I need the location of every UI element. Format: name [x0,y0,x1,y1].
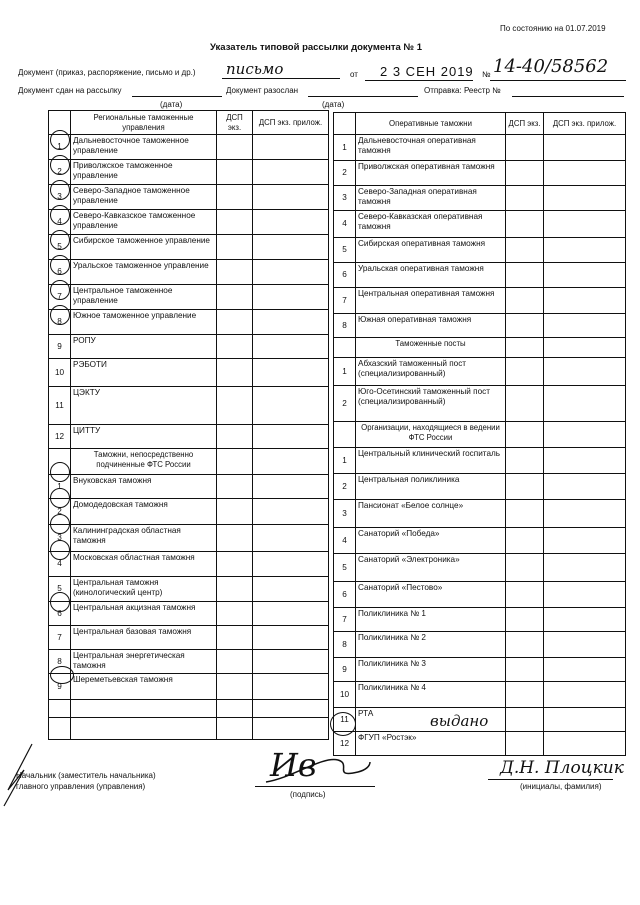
table-row: Санаторий «Пестово» [356,582,506,608]
col-header-dsp-attach: ДСП экз. прилож. [544,113,626,135]
section-header-posts: Таможенные посты [356,338,506,358]
table-row: Абхазский таможенный пост (специализированный) [356,358,506,386]
registry-line [512,96,624,97]
table-row: Южная оперативная таможня [356,314,506,338]
selection-circle [50,305,70,325]
selection-circle [50,205,70,225]
chief-label-1: Начальник (заместитель начальника) [16,771,156,780]
row-number: 7 [49,285,71,310]
selection-circle [50,155,70,175]
table-row: Поликлиника № 4 [356,682,506,708]
row-number: 4 [334,211,356,238]
status-date: По состоянию на 01.07.2019 [500,24,606,33]
signature-caption: (подпись) [290,790,326,799]
table-row: Пансионат «Белое солнце» [356,500,506,528]
row-number: 1 [334,448,356,474]
page-title: Указатель типовой рассылки документа № 1 [210,42,422,53]
row-number: 6 [49,602,71,626]
row-number: 7 [334,608,356,632]
table-row: РЭБОТИ [71,359,217,387]
selection-circle [330,712,356,736]
selection-circle [50,230,70,250]
selection-circle [50,462,70,482]
col-header-dsp-attach: ДСП экз. прилож. [253,111,329,135]
selection-circle [50,180,70,200]
row-number: 5 [334,554,356,582]
row-number: 3 [49,185,71,210]
table-row: Санаторий «Электроника» [356,554,506,582]
table-row: Дальневосточное таможенное управление [71,135,217,160]
row-number: 2 [334,386,356,422]
table-row: Домодедовская таможня [71,499,217,525]
row-number: 5 [49,577,71,602]
row-number: 5 [49,235,71,260]
table-row: Северо-Западная оперативная таможня [356,186,506,211]
selection-circle [50,540,70,560]
row-number: 2 [49,499,71,525]
row-number: 8 [49,650,71,674]
chief-label-2: главного управления (управления) [16,782,146,791]
table-row: Уральское таможенное управление [71,260,217,285]
row-number: 10 [334,682,356,708]
row-number: 6 [49,260,71,285]
table-row: Северо-Западное таможенное управление [71,185,217,210]
table-row: Калининградская областная таможня [71,525,217,552]
section-header-direct-customs: Таможни, непосредственно подчиненные ФТС России [71,449,217,475]
table-row: Поликлиника № 2 [356,632,506,658]
table-row: Сибирское таможенное управление [71,235,217,260]
doc-date-stamp: 2 3 СЕН 2019 [380,64,474,79]
row-number: 2 [334,161,356,186]
sent-line [308,96,418,97]
row-number: 6 [334,263,356,288]
table-row: Центральная оперативная таможня [356,288,506,314]
selection-circle [50,130,70,150]
table-row: Юго-Осетинский таможенный пост (специализированный) [356,386,506,422]
row-number: 6 [334,582,356,608]
row-number: 7 [334,288,356,314]
row-number: 8 [334,632,356,658]
col-header-operational: Оперативные таможни [356,113,506,135]
dispatch-label: Документ сдан на рассылку [18,86,122,95]
row-number: 12 [49,425,71,449]
signature: Ив [270,746,317,784]
selection-circle [50,592,70,612]
row-number: 5 [334,238,356,263]
doc-number-underline [490,80,626,81]
row-number: 4 [49,552,71,577]
doc-date-underline [365,80,473,81]
table-row: Сибирская оперативная таможня [356,238,506,263]
col-header-regional: Региональные таможенные управления [71,111,217,135]
doc-type-label: Документ (приказ, распоряжение, письмо и др.) [18,68,196,77]
table-row: Центральный клинический госпиталь [356,448,506,474]
signature-stroke [262,748,372,788]
row-number: 9 [334,658,356,682]
table-row: ЦЭКТУ [71,387,217,425]
table-row: Московская областная таможня [71,552,217,577]
sent-label: Документ разослан [226,86,299,95]
row-number: 1 [334,358,356,386]
row-number: 1 [334,135,356,161]
table-row: Шереметьевская таможня [71,674,217,700]
row-number: 4 [49,210,71,235]
table-row: Северо-Кавказская оперативная таможня [356,211,506,238]
table-row: Приволжская оперативная таможня [356,161,506,186]
doc-number-label: № [482,70,491,79]
signer-name-handwritten: Д.Н. Плоцкик [500,758,624,778]
row-number: 8 [334,314,356,338]
date-hint-2: (дата) [322,100,345,109]
selection-circle [50,255,70,275]
from-label: от [350,70,358,79]
table-row: Приволжское таможенное управление [71,160,217,185]
table-row: Уральская оперативная таможня [356,263,506,288]
row-number: 12 [334,732,356,756]
doc-number: 14-40/58562 [493,56,609,77]
table-row: ФГУП «Ростэк» [356,732,506,756]
handwritten-note: выдано [430,712,489,730]
table-row: Центральная акцизная таможня [71,602,217,626]
table-row: ЦИТТУ [71,425,217,449]
initials-caption: (инициалы, фамилия) [520,782,602,791]
row-number: 2 [334,474,356,500]
table-row: Поликлиника № 3 [356,658,506,682]
regional-customs-table [48,110,329,740]
section-header-organizations: Организации, находящиеся в ведении ФТС России [356,422,506,448]
table-row: Северо-Кавказское таможенное управление [71,210,217,235]
table-row: Центральное таможенное управление [71,285,217,310]
table-row: Дальневосточная оперативная таможня [356,135,506,161]
row-number: 1 [49,475,71,499]
date-hint-1: (дата) [160,100,183,109]
selection-circle [50,488,70,508]
col-header-dsp: ДСП экз. [506,113,544,135]
row-number: 4 [334,528,356,554]
row-number: 1 [49,135,71,160]
table-row: Санаторий «Победа» [356,528,506,554]
row-number: 3 [334,500,356,528]
sent-by-label: Отправка: Реестр № [424,86,501,95]
doc-type-value: письмо [226,60,284,78]
row-number: 2 [49,160,71,185]
operational-customs-table [333,112,626,756]
table-row: Центральная таможня (кинологический центр) [71,577,217,602]
col-header-dsp: ДСП экз. [217,111,253,135]
table-row: Внуковская таможня [71,475,217,499]
row-number: 11 [334,708,356,732]
row-number: 3 [334,186,356,211]
row-number: 3 [49,525,71,552]
table-row: РОПУ [71,335,217,359]
selection-circle [50,280,70,300]
row-number: 11 [49,387,71,425]
row-number: 7 [49,626,71,650]
selection-circle [50,514,70,534]
row-number: 9 [49,674,71,700]
name-line [488,779,613,780]
doc-type-underline [222,78,340,79]
row-number: 8 [49,310,71,335]
table-row: Центральная энергетическая таможня [71,650,217,674]
table-row: РТА [356,708,506,732]
row-number: 9 [49,335,71,359]
selection-circle [50,666,74,684]
table-row: Центральная базовая таможня [71,626,217,650]
row-number: 10 [49,359,71,387]
table-row: Центральная поликлиника [356,474,506,500]
dispatch-line [132,96,222,97]
table-row: Южное таможенное управление [71,310,217,335]
table-row: Поликлиника № 1 [356,608,506,632]
